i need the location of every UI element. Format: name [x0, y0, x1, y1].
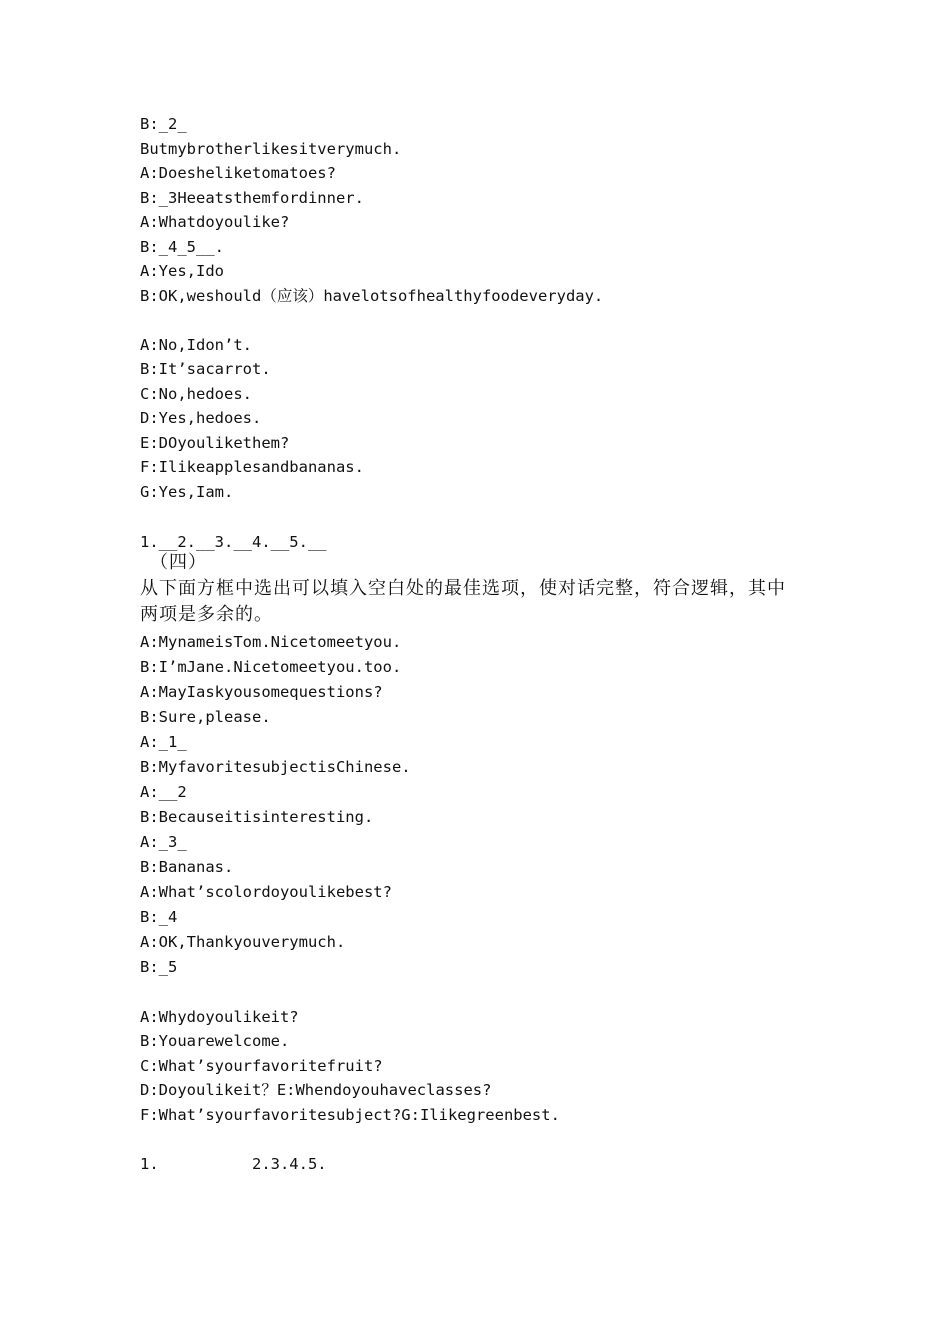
- s1-option-d: D:Yes,hedoes.: [140, 409, 262, 427]
- s2-option-c: C:What’syourfavoritefruit?: [140, 1057, 383, 1075]
- s2-dialogue-line-12: B:_4: [140, 908, 178, 926]
- s2-dialogue-line-9: A:_3_: [140, 833, 187, 851]
- s2-option-b: B:Youarewelcome.: [140, 1032, 290, 1050]
- s2-instruction-line-2: 两项是多余的。: [140, 604, 273, 625]
- s2-dialogue-line-2: B:I’mJane.Nicetomeetyou.too.: [140, 658, 402, 676]
- s2-dialogue-line-3: A:MayIaskyousomequestions?: [140, 683, 383, 701]
- s2-dialogue-line-10: B:Bananas.: [140, 858, 234, 876]
- s1-option-g: G:Yes,Iam.: [140, 483, 234, 501]
- s2-dialogue-line-4: B:Sure,please.: [140, 708, 271, 726]
- s2-dialogue-line-11: A:What’scolordoyoulikebest?: [140, 883, 392, 901]
- s2-answer-blanks: 1. 2.3.4.5.: [140, 1155, 327, 1173]
- s1-option-c: C:No,hedoes.: [140, 385, 252, 403]
- s2-dialogue-line-8: B:Becauseitisinteresting.: [140, 808, 374, 826]
- s1-dialogue-line-6: B:_4_5__.: [140, 238, 224, 256]
- s2-option-d-e: D:Doyoulikeit？E:Whendoyouhaveclasses?: [140, 1081, 492, 1099]
- s2-dialogue-line-14: B:_5: [140, 958, 178, 976]
- s1-option-f: F:Ilikeapplesandbananas.: [140, 458, 364, 476]
- s2-dialogue-line-1: A:MynameisTom.Nicetomeetyou.: [140, 633, 402, 651]
- s1-option-a: A:No,Idon’t.: [140, 336, 252, 354]
- s2-instruction-line-1: 从下面方框中选出可以填入空白处的最佳选项，使对话完整，符合逻辑，其中: [140, 578, 786, 599]
- s2-dialogue-line-5: A:_1_: [140, 733, 187, 751]
- s1-answer-blanks: 1.__2.__3.__4.__5.__: [140, 533, 327, 551]
- s1-option-b: B:It’sacarrot.: [140, 360, 271, 378]
- s2-option-f-g: F:What’syourfavoritesubject?G:Ilikegreenbest.: [140, 1106, 560, 1124]
- s1-option-e: E:DOyoulikethem?: [140, 434, 290, 452]
- s1-dialogue-line-1: B:_2_: [140, 115, 187, 133]
- s2-dialogue-line-6: B:MyfavoritesubjectisChinese.: [140, 758, 411, 776]
- s1-dialogue-line-8: B:OK,weshould（应该）havelotsofhealthyfoodeveryday.: [140, 287, 604, 305]
- s1-dialogue-line-2: Butmybrotherlikesitverymuch.: [140, 140, 402, 158]
- s2-dialogue-line-13: A:OK,Thankyouverymuch.: [140, 933, 346, 951]
- s1-dialogue-line-7: A:Yes,Ido: [140, 262, 224, 280]
- s2-heading: （四）: [150, 552, 207, 573]
- s1-dialogue-line-5: A:Whatdoyoulike?: [140, 213, 290, 231]
- s1-dialogue-line-3: A:Doesheliketomatoes?: [140, 164, 336, 182]
- s1-dialogue-line-4: B:_3Heeatsthemfordinner.: [140, 189, 364, 207]
- s2-option-a: A:Whydoyoulikeit?: [140, 1008, 299, 1026]
- s2-dialogue-line-7: A:__2: [140, 783, 187, 801]
